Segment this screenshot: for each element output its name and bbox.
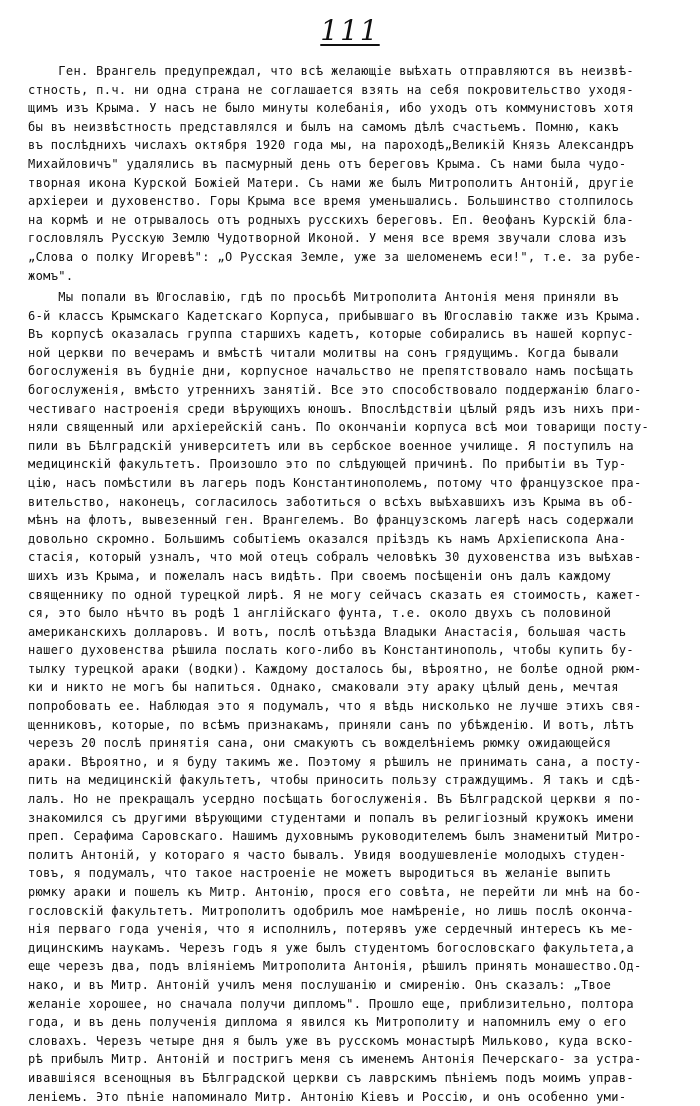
text-line: политъ Антоній, у котораго я часто бывалъ. Увидя воодушевленіе молодыхъ студен-: [28, 847, 627, 862]
text-line: щимъ изъ Крыма. У насъ не было минуты колебанія, ибо уходъ отъ коммунистовъ хотя: [28, 101, 634, 116]
text-line: на кормѣ и не отрывалось отъ родныхъ русскихъ береговъ. Еп. Ѳеофанъ Курскій бла-: [28, 212, 634, 227]
text-line: Въ корпусѣ оказалась группа старшихъ кадетъ, которые собирались въ нашей корпус-: [28, 327, 634, 342]
text-line: цію, насъ помѣстили въ лагерь подъ Константинополемъ, потому что французское пра-: [28, 475, 642, 490]
text-line: честиваго настроенія среди вѣрующихъ юношъ. Впослѣдствіи цѣлый рядъ изъ нихъ при-: [28, 401, 642, 416]
text-line: леніемъ. Это пѣніе напоминало Митр. Антонію Кіевъ и Россію, и онъ особенно уми-: [28, 1089, 627, 1104]
text-line: ся, это было нѣчто въ родѣ 1 англійскаго фунта, т.е. около двухъ съ половиной: [28, 606, 612, 621]
text-line: довольно скромно. Большимъ событіемъ оказался пріѣздъ къ намъ Архіепископа Ана-: [28, 531, 627, 546]
text-line: рѣ прибылъ Митр. Антоній и постригъ меня съ именемъ Антонія Печерскаго- за устра-: [28, 1052, 642, 1067]
text-line: ивавшіяся всенощныя въ Бѣлградской церкви съ лаврскимъ пѣніемъ подъ моимъ управ-: [28, 1070, 634, 1085]
text-line: стасія, который узналъ, что мой отецъ собралъ человѣкъ 30 духовенства изъ выѣхав-: [28, 550, 642, 565]
text-line: желаніе хорошее, но сначала получи дипломъ". Прошло еще, приблизительно, полтора: [28, 996, 634, 1011]
paragraph-1: [28, 62, 676, 285]
text-line: гословскій факультетъ. Митрополитъ одобрилъ мое намѣреніе, но лишь послѣ оконча-: [28, 903, 634, 918]
text-line: въ послѣднихъ числахъ октября 1920 года мы, на пароходѣ„Великій Князь Александръ: [28, 138, 634, 153]
text-line: нашего духовенства рѣшила послать кого-либо въ Константинополь, чтобы купить бу-: [28, 643, 634, 658]
text-line: пить на медицинскій факультетъ, чтобы приносить пользу страждущимъ. Я такъ и сдѣ-: [28, 773, 642, 788]
text-line: гословлялъ Русскую Землю Чудотворной Иконой. У меня все время звучали слова изъ: [28, 231, 627, 246]
text-line: товъ, я подумалъ, что такое настроеніе не можетъ выродиться въ желаніе выпить: [28, 866, 612, 881]
text-line: знакомился съ другими вѣрующими студентами и попалъ въ религіозный кружокъ имени: [28, 810, 634, 825]
text-line: вительство, наконецъ, согласилось заботиться о всѣхъ выѣхавшихъ изъ Крыма въ об-: [28, 494, 634, 509]
text-line: мѣнъ на флотъ, вывезенный ген. Врангелемъ. Во французскомъ лагерѣ насъ содержали: [28, 513, 634, 528]
text-line: года, и въ день полученія диплома я явился къ Митрополиту и напомнилъ ему о его: [28, 1015, 627, 1030]
text-line: Мы попали въ Югославію, гдѣ по просьбѣ Митрополита Антонія меня приняли въ: [28, 290, 619, 304]
text-line: рюмку араки и пошелъ къ Митр. Антонію, прося его совѣта, не перейти ли мнѣ на бо-: [28, 885, 642, 899]
text-line: черезъ 20 послѣ принятія сана, они смакуютъ съ вожделѣніемъ рюмку ожидающейся: [28, 736, 612, 751]
text-line: творная икона Курской Божіей Матери. Съ нами же былъ Митрополитъ Антоній, другіе: [28, 175, 634, 190]
page-number: 111: [320, 14, 380, 47]
text-line: еще черезъ два, подъ вліяніемъ Митрополита Антонія, рѣшилъ принять монашество.Од-: [28, 959, 642, 974]
text-line: шихъ изъ Крыма, и пожелалъ насъ видѣть. При своемъ посѣщеніи онъ далъ каждому: [28, 568, 612, 583]
text-line: няли священный или архіерейскій санъ. По окончаніи корпуса всѣ мои товарищи посту-: [28, 420, 650, 435]
text-line: пили въ Бѣлградскій университетъ или въ сербское военное училище. Я поступилъ на: [28, 438, 634, 453]
text-line: Ген. Врангель предупреждал, что всѣ желающіе выѣхать отправляются въ неизвѣ-: [28, 64, 634, 78]
text-line: американскихъ долларовъ. И вотъ, послѣ отъѣзда Владыки Анастасія, большая часть: [28, 624, 627, 639]
text-line: ки и никто не могъ бы напиться. Однако, смаковали эту араку цѣлый день, мечтая: [28, 680, 619, 695]
text-line: ной церкви по вечерамъ и вмѣстѣ читали молитвы на сонъ грядущимъ. Когда бывали: [28, 345, 619, 360]
text-line: Михайловичъ" удалялись въ пасмурный день отъ береговъ Крыма. Съ нами была чудо-: [28, 156, 627, 171]
text-line: священнику по одной турецкой лирѣ. Я не могу сейчасъ сказать ея стоимость, кажет-: [28, 587, 642, 602]
paragraph-2: [28, 288, 676, 1106]
text-line: архіереи и духовенство. Горы Крыма все время уменьшались. Большинство столпилось: [28, 194, 634, 209]
text-line: „Слова о полку Игоревѣ": „О Русская Земле, уже за шеломенемъ еси!", т.е. за рубе-: [28, 249, 642, 264]
text-line: стность, п.ч. ни одна страна не соглашается взять на себя покровительство уходя-: [28, 82, 634, 97]
text-line: медицинскій факультетъ. Произошло это по слѣдующей причинѣ. По прибытіи въ Тур-: [28, 457, 627, 472]
text-line: преп. Серафима Саровскаго. Нашимъ духовнымъ руководителемъ былъ знаменитый Митро-: [28, 829, 642, 844]
text-line: нія перваго года ученія, что я исполнилъ, потерявъ уже сердечный интересъ къ ме-: [28, 922, 634, 937]
text-line: щенниковъ, которые, по всѣмъ признакамъ, приняли санъ по убѣжденію. И вотъ, лѣтъ: [28, 717, 634, 732]
text-line: богослуженія въ будніе дни, корпусное начальство не препятствовало намъ посѣщать: [28, 364, 634, 379]
text-line: дицинскимъ наукамъ. Черезъ годъ я уже былъ студентомъ богословскаго факультета,а: [28, 940, 634, 955]
text-line: богослуженія, вмѣсто утреннихъ занятій. Все это способствовало поддержанію благо-: [28, 382, 642, 397]
text-line: бы въ неизвѣстность представлялся и былъ на самомъ дѣлѣ счастьемъ. Помню, какъ: [28, 119, 619, 134]
text-line: словахъ. Черезъ четыре дня я былъ уже въ русскомъ монастырѣ Мильково, куда вско-: [28, 1033, 634, 1048]
text-line: тылку турецкой араки (водки). Каждому досталось бы, вѣроятно, не болѣе одной рюм-: [28, 661, 642, 676]
text-line: попробовать ее. Наблюдая это я подумалъ, что я вѣдь нисколько не лучше этихъ свя-: [28, 699, 642, 714]
text-line: лалъ. Но не прекращалъ усердно посѣщать богослуженія. Въ Бѣлградской церкви я по-: [28, 792, 642, 807]
text-line: жомъ".: [28, 268, 74, 283]
text-line: 6-й классъ Крымскаго Кадетскаго Корпуса, прибывшаго въ Югославію также изъ Крыма.: [28, 308, 642, 323]
text-line: араки. Вѣроятно, и я буду такимъ же. Поэтому я рѣшилъ не принимать сана, а посту-: [28, 754, 642, 769]
text-line: нако, и въ Митр. Антоній училъ меня послушанію и смиренію. Онъ сказалъ: „Твое: [28, 977, 612, 992]
